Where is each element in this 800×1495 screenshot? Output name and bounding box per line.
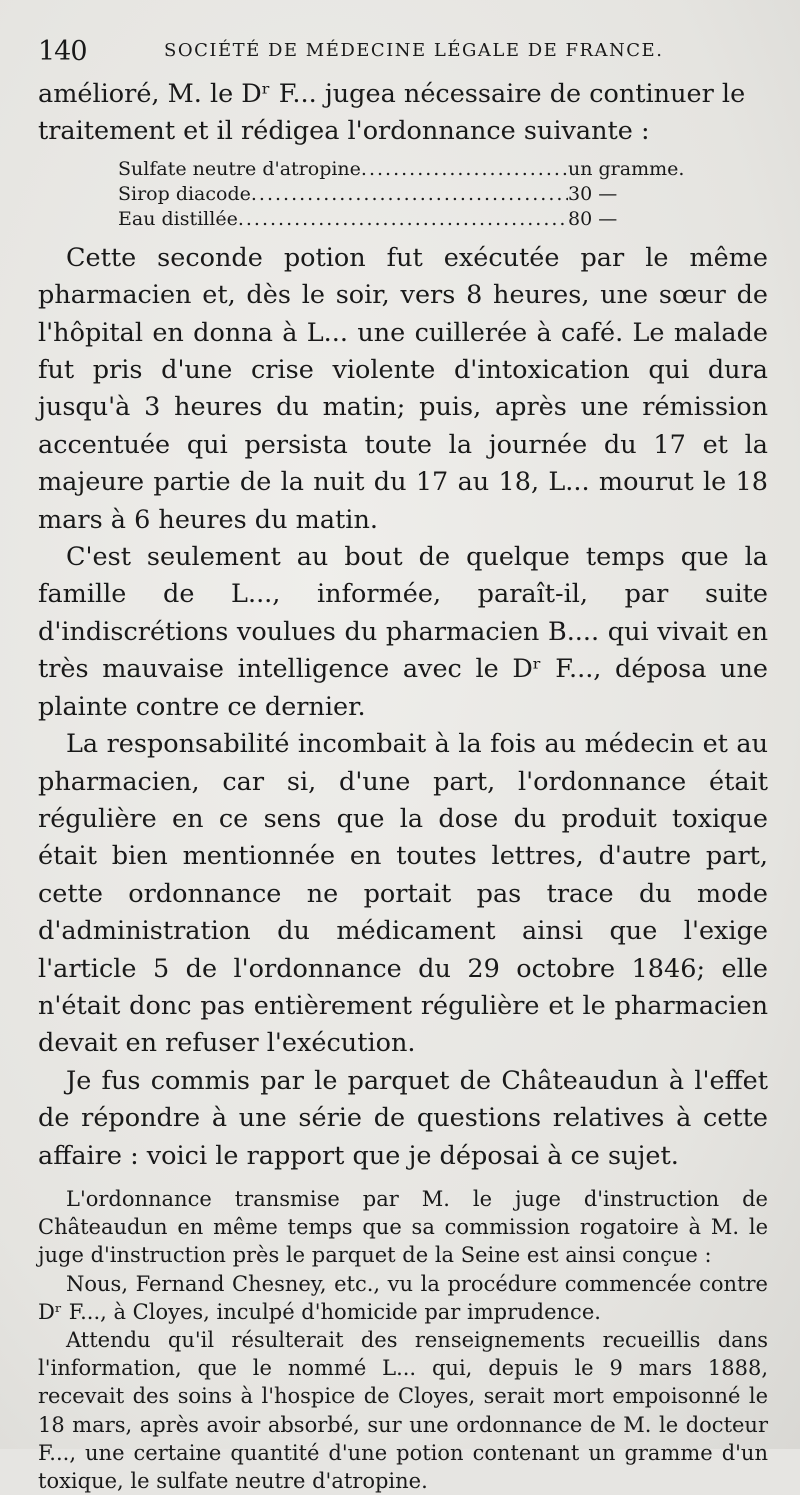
small-paragraph: Nous, Fernand Chesney, etc., vu la procédure commencée contre Dʳ F..., à Cloyes, inculpé d'homicide par imprudence.: [38, 1271, 768, 1324]
ingredient-quantity: un gramme.: [568, 157, 685, 180]
ingredient-quantity: 30 —: [568, 182, 618, 205]
page-number: 140: [38, 36, 87, 67]
prescription-row: [118, 182, 686, 207]
paragraph: Cette seconde potion fut exécutée par le même pharmacien et, dès le soir, vers 8 heures, une sœur de l'hôpital en donna à L... une cuillerée à café. Le malade fut pris d'une crise violente d'intoxication qui dura jusqu'à 3 heures du matin; puis, après une rémission accentuée qui persista toute la journée du 17 et la majeure partie de la nuit du 17 au 18, L... mourut le 18 mars à 6 heures du matin.: [38, 242, 768, 535]
ingredient-name: Sulfate neutre d'atropine: [118, 157, 361, 180]
small-paragraph: Attendu qu'il résulterait des renseignements recueillis dans l'information, que le nommé L... qui, depuis le 9 mars 1888, recevait des soins à l'hospice de Cloyes, serait mort empoisonné le 18 mars, après avoir absorbé, sur une ordonnance de M. le docteur F..., une certaine quantité d'une potion contenant un gramme d'un toxique, le sulfate neutre d'atropine.: [38, 1327, 768, 1493]
prescription-row: [118, 207, 686, 232]
ingredient-name: Eau distillée: [118, 207, 238, 230]
paragraph: C'est seulement au bout de quelque temps que la famille de L..., informée, paraît-il, par suite d'indiscrétions voulues du pharmacien B.... qui vivait en très mauvaise intelligence avec le Dʳ F..., déposa une plainte contre ce dernier.: [38, 542, 768, 722]
running-head: SOCIÉTÉ DE MÉDECINE LÉGALE DE FRANCE.: [164, 40, 664, 61]
intro-line: traitement et il rédigea l'ordonnance suivante :: [38, 116, 650, 147]
ingredient-quantity: 80 —: [568, 207, 618, 230]
dot-leader: [361, 157, 568, 182]
paragraph: La responsabilité incombait à la fois au médecin et au pharmacien, car si, d'une part, l'ordonnance était régulière en ce sens que la dose du produit toxique était bien mentionnée en toutes lettres, d'autre part, cette ordonnance ne portait pas trace du mode d'administration du médicament ainsi que l'exige l'article 5 de l'ordonnance du 29 octobre 1846; elle n'était donc pas entièrement régulière et le pharmacien devait en refuser l'exécution.: [38, 729, 768, 1059]
paragraph: Je fus commis par le parquet de Châteaudun à l'effet de répondre à une série de questions relatives à cette affaire : voici le rapport que je déposai à ce sujet.: [38, 1065, 768, 1171]
dot-leader: [238, 207, 568, 232]
main-text: [38, 76, 768, 1495]
small-paragraph: L'ordonnance transmise par M. le juge d'instruction de Châteaudun en même temps que sa commission rogatoire à M. le juge d'instruction près le parquet de la Seine est ainsi conçue :: [38, 1186, 768, 1268]
intro-line: amélioré, M. le Dʳ F... jugea nécessaire de continuer le: [38, 79, 746, 109]
page-header: [38, 36, 760, 72]
dot-leader: [251, 182, 568, 207]
prescription-row: [118, 157, 686, 182]
ingredient-name: Sirop diacode: [118, 182, 251, 205]
prescription-table: [118, 157, 686, 232]
quoted-document: [38, 1185, 768, 1495]
